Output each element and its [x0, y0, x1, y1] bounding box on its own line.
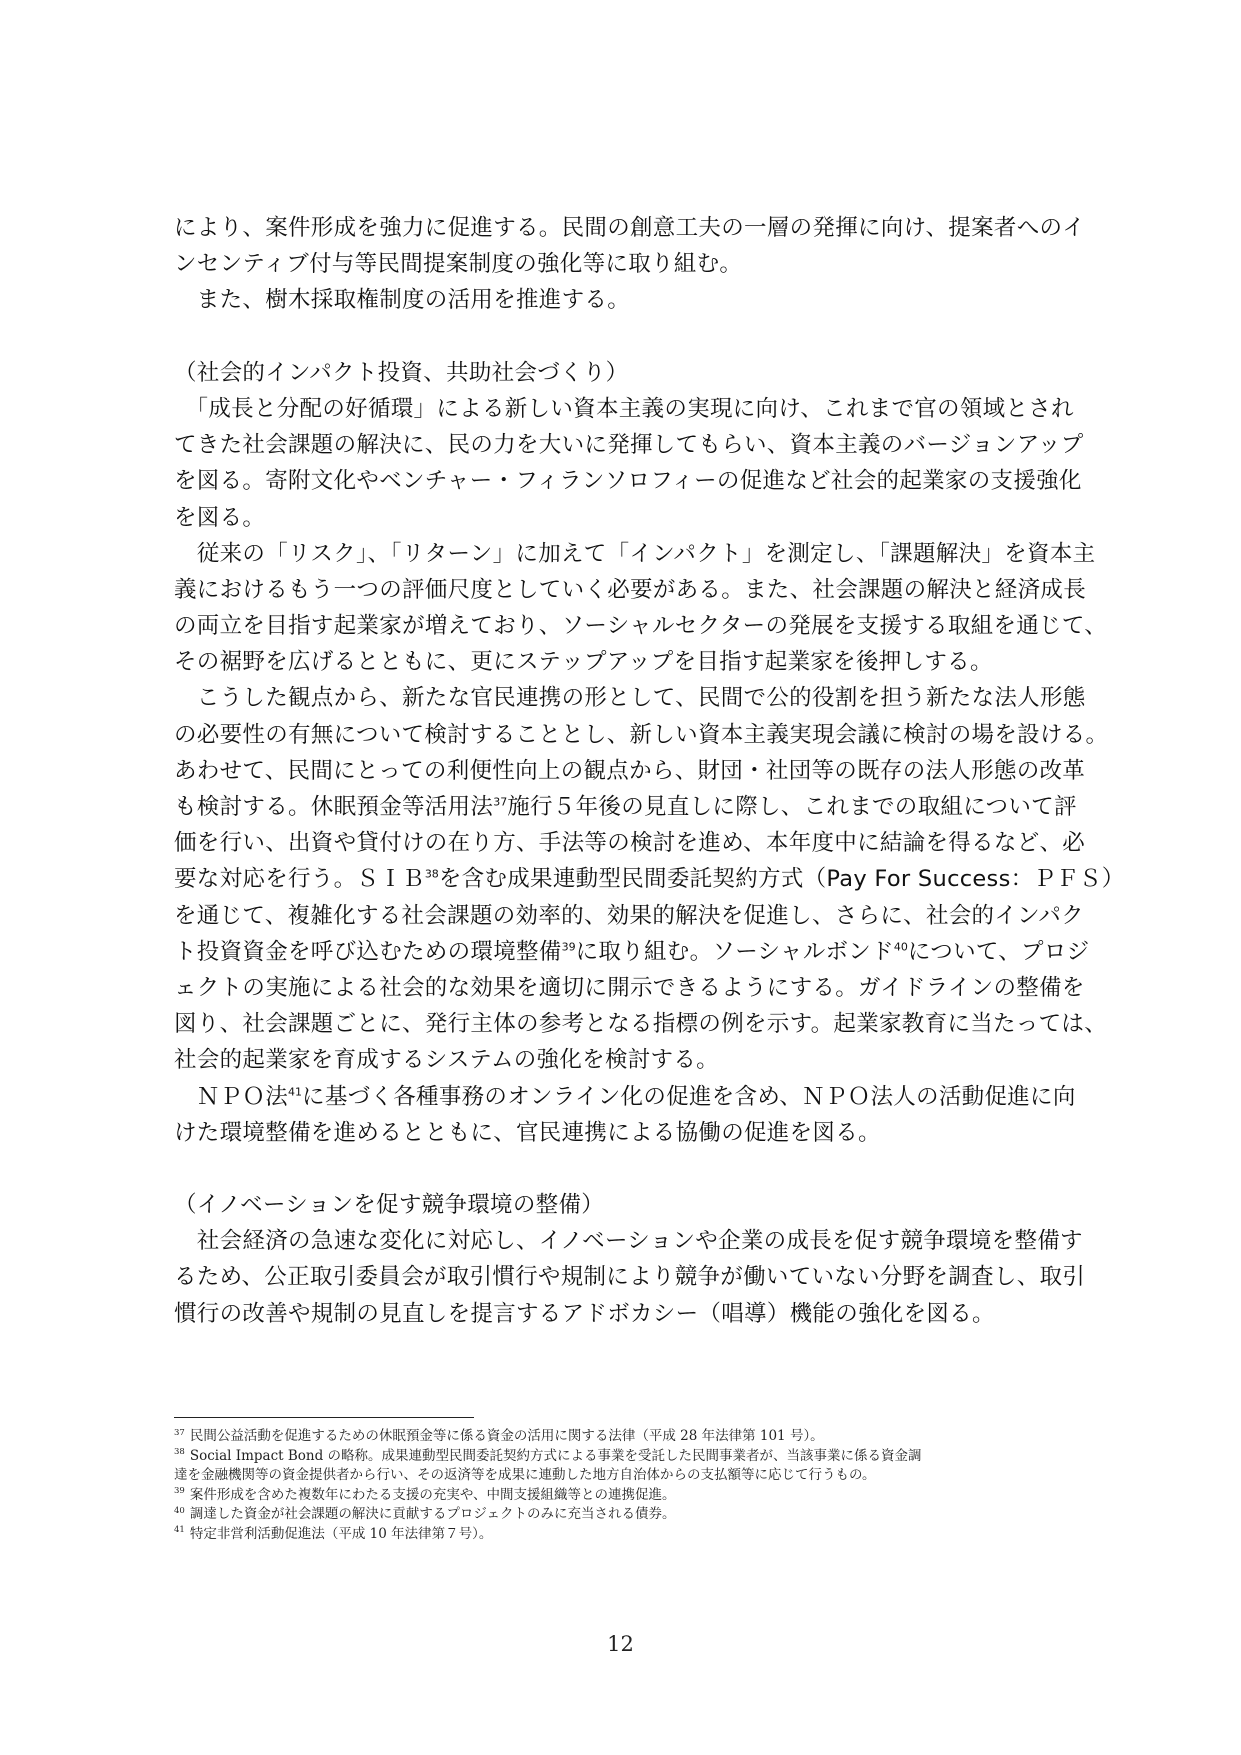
body-line — [174, 1079, 1094, 1115]
footnote-ref-39: 39 — [561, 940, 576, 954]
body-line: 「成長と分配の好循環」による新しい資本主義の実現に向け、これまで官の領域とされ — [174, 395, 1074, 422]
body-line: を通じて、複雑化する社会課題の効率的、効果的解決を促進し、さらに、社会的インパク — [174, 902, 1084, 929]
body-line: 慣行の改善や規制の見直しを提言するアドボカシー（唱導）機能の強化を図る。 — [174, 1300, 995, 1327]
footnote-number: 40 — [174, 1505, 185, 1516]
footnote-38 — [174, 1447, 1094, 1467]
body-text: について、プロジ — [907, 938, 1090, 965]
footnote-37 — [174, 1427, 1094, 1447]
body-line — [174, 934, 1094, 970]
body-text: に基づく各種事務のオンライン化の促進を含め、ＮＰＯ法人の活動促進に向 — [302, 1083, 1076, 1110]
footnote-ref-38: 38 — [424, 867, 439, 881]
footnote-number: 38 — [174, 1447, 185, 1457]
body-line: てきた社会課題の解決に、民の力を大いに発揮してもらい、資本主義のバージョンアップ — [174, 432, 1084, 459]
body-line: その裾野を広げるとともに、更にステップアップを目指す起業家を後押しする。 — [174, 649, 993, 676]
body-line: けた環境整備を進めるとともに、官民連携による協働の促進を図る。 — [174, 1119, 881, 1146]
footnote-40 — [174, 1505, 1094, 1525]
main-text — [174, 210, 1125, 1332]
body-line — [174, 861, 1125, 897]
body-line: を図る。 — [174, 504, 266, 531]
body-text: を含む成果連動型民間委託契約方式（Pay For Success：ＰＦＳ） — [438, 866, 1125, 893]
blank-line — [174, 1151, 1094, 1187]
footnote-41 — [174, 1525, 1094, 1545]
body-text: 施行５年後の見直しに際し、これまでの取組について評 — [507, 794, 1077, 820]
body-line: 社会経済の急速な変化に対応し、イノベーションや企業の成長を促す競争環境を整備す — [174, 1228, 1083, 1255]
footnote-text: 民間公益活動を促進するための休眠預金等に係る資金の活用に関する法律（平成 28 年法律第 101 号）。 — [189, 1428, 824, 1444]
body-line: 図り、社会課題ごとに、発行主体の参考となる指標の例を示す。起業家教育に当たっては、 — [174, 1011, 1108, 1038]
footnote-number: 39 — [174, 1486, 185, 1496]
body-line: 価を行い、出資や貸付けの在り方、手法等の検討を進め、本年度中に結論を得るなど、必 — [174, 830, 1086, 857]
body-line: 義におけるもう一つの評価尺度としていく必要がある。また、社会課題の解決と経済成長 — [174, 576, 1087, 603]
body-line — [174, 789, 1094, 825]
body-line: ェクトの実施による社会的な効果を適切に開示できるようにする。ガイドラインの整備を — [174, 974, 1085, 1001]
body-line: また、樹木採取権制度の活用を推進する。 — [174, 287, 631, 314]
body-text: ＮＰＯ法 — [174, 1083, 289, 1110]
footnote-39 — [174, 1486, 1094, 1506]
footnotes — [174, 1427, 1094, 1544]
body-line: こうした観点から、新たな官民連携の形として、民間で公的役割を担う新たな法人形態 — [174, 685, 1086, 712]
body-text: 要な対応を行う。ＳＩＢ — [174, 866, 425, 893]
footnote-38-continued: 達を金融機関等の資金提供者から行い、その返済等を成果に連動した地方自治体からの支払額等に応じて行うもの。 — [174, 1467, 876, 1483]
body-line: あわせて、民間にとっての利便性向上の観点から、財団・社団等の既存の法人形態の改革 — [174, 757, 1086, 784]
footnote-text: 調達した資金が社会課題の解決に貢献するプロジェクトのみに充当される債券。 — [189, 1506, 676, 1522]
section-heading-social-impact: （社会的インパクト投資、共助社会づくり） — [174, 359, 629, 386]
body-text: も検討する。休眠預金等活用法 — [174, 794, 494, 820]
body-text: に取り組む。ソーシャルボンド — [575, 938, 894, 965]
body-line: ンセンティブ付与等民間提案制度の強化等に取り組む。 — [174, 251, 743, 278]
footnote-text: Social Impact Bond の略称。成果連動型民間委託契約方式による事業を受託した民間事業者が、当該事業に係る資金調 — [189, 1447, 922, 1464]
blank-line — [174, 319, 1094, 355]
section-heading-innovation: （イノベーションを促す競争環境の整備） — [174, 1192, 605, 1219]
page-number: 12 — [607, 1632, 634, 1656]
body-line: るため、公正取引委員会が取引慣行や規制により競争が働いていない分野を調査し、取引 — [174, 1264, 1086, 1291]
footnote-text: 案件形成を含めた複数年にわたる支援の充実や、中間支援組織等との連携促進。 — [189, 1486, 676, 1503]
body-line: 社会的起業家を育成するシステムの強化を検討する。 — [174, 1047, 719, 1074]
footnote-number: 41 — [174, 1525, 185, 1535]
body-line: の両立を目指す起業家が増えており、ソーシャルセクターの発展を支援する取組を通じて、 — [174, 613, 1108, 640]
footnote-divider — [174, 1417, 474, 1418]
footnote-text: 特定非営利活動促進法（平成 10 年法律第７号）。 — [189, 1525, 493, 1542]
body-line: を図る。寄附文化やベンチャー・フィランソロフィーの促進など社会的起業家の支援強化 — [174, 468, 1082, 495]
body-text: ト投資資金を呼び込むための環境整備 — [174, 938, 562, 965]
footnote-ref-37: 37 — [493, 795, 508, 809]
footnote-number: 37 — [174, 1427, 185, 1438]
footnote-ref-41: 41 — [288, 1085, 303, 1098]
body-line: 従来の「リスク」、「リターン」に加えて「インパクト」を測定し、「課題解決」を資本主 — [174, 540, 1096, 567]
body-line: の必要性の有無について検討することとし、新しい資本主義実現会議に検討の場を設ける。 — [174, 721, 1109, 748]
footnote-ref-40: 40 — [893, 940, 908, 954]
body-line: により、案件形成を強力に促進する。民間の創意工夫の一層の発揮に向け、提案者へのイ — [174, 215, 1086, 241]
